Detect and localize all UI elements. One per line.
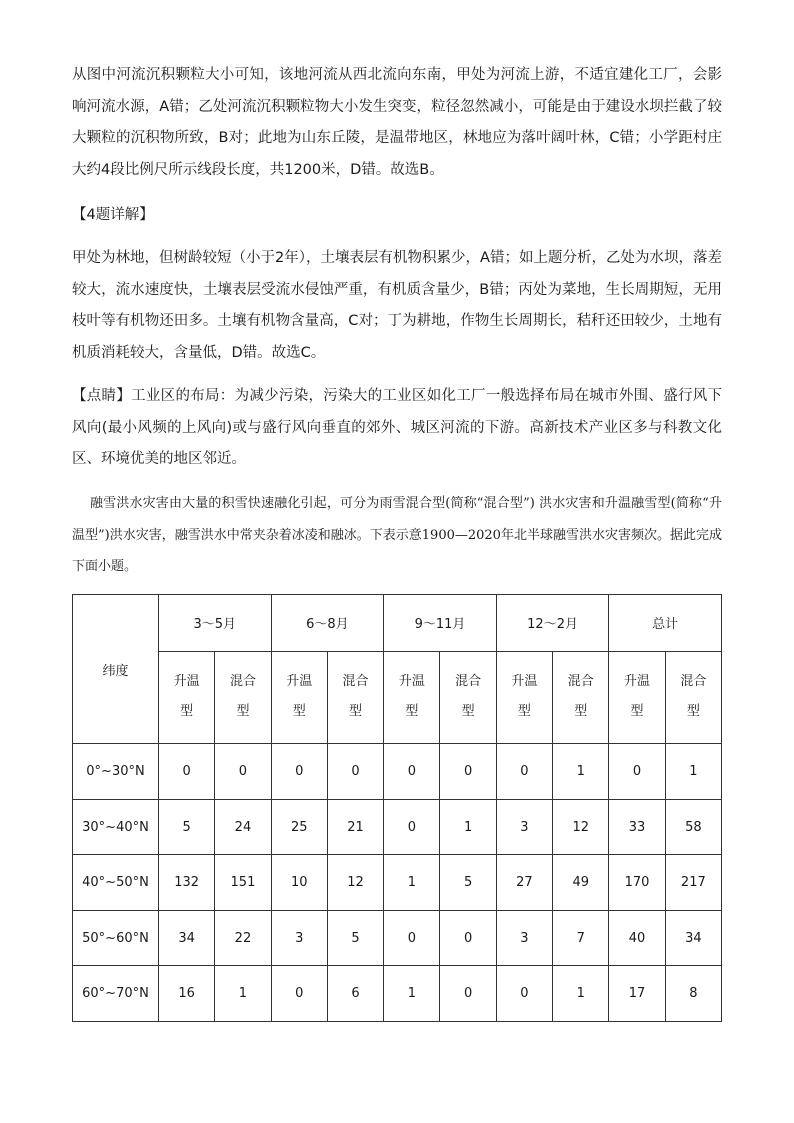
table-cell: 5 <box>159 799 215 855</box>
table-row <box>73 744 722 800</box>
table-cell: 217 <box>665 855 721 911</box>
type-mix-header: 混合 型 <box>327 651 383 744</box>
type-rise-header: 升温 型 <box>384 651 440 744</box>
table-cell: 12 <box>553 799 609 855</box>
table-cell: 17 <box>609 966 665 1022</box>
table-cell: 0 <box>496 744 552 800</box>
table-cell: 22 <box>215 910 271 966</box>
table-cell: 5 <box>440 855 496 911</box>
table-cell: 7 <box>553 910 609 966</box>
latitude-cell: 50°~60°N <box>73 910 159 966</box>
table-cell: 0 <box>496 966 552 1022</box>
table-cell: 10 <box>271 855 327 911</box>
type-mix-header: 混合 型 <box>665 651 721 744</box>
table-row <box>73 799 722 855</box>
period-header: 12～2月 <box>496 595 609 652</box>
period-header: 6～8月 <box>271 595 384 652</box>
latitude-cell: 0°~30°N <box>73 744 159 800</box>
table-cell: 1 <box>384 855 440 911</box>
tip-paragraph <box>72 381 722 476</box>
table-cell: 0 <box>271 966 327 1022</box>
table-cell: 34 <box>665 910 721 966</box>
table-row <box>73 966 722 1022</box>
latitude-cell: 40°~50°N <box>73 855 159 911</box>
table-cell: 170 <box>609 855 665 911</box>
table-cell: 1 <box>553 966 609 1022</box>
table-cell: 12 <box>327 855 383 911</box>
table-cell: 1 <box>553 744 609 800</box>
table-cell: 1 <box>215 966 271 1022</box>
table-cell: 0 <box>327 744 383 800</box>
table-cell: 49 <box>553 855 609 911</box>
answer-paragraph-3: 从图中河流沉积颗粒大小可知，该地河流从西北流向东南，甲处为河流上游，不适宜建化工厂，会影响河流水源，A错；乙处河流沉积颗粒物大小发生突变，粒径忽然减小，可能是由于建设水坝拦截了较大颗粒的沉积物所致，B对；此地为山东丘陵，是温带地区，林地应为落叶阔叶林，C错；小学距村庄大约4段比例尺所示线段长度，共1200米，D错。故选B。 <box>72 67 722 178</box>
period-header: 9～11月 <box>384 595 497 652</box>
table-cell: 0 <box>215 744 271 800</box>
table-row <box>73 910 722 966</box>
answer-paragraph-4: 甲处为林地，但树龄较短（小于2年），土壤表层有机物积累少，A错；如上题分析，乙处为水坝，落差较大，流水速度快，土壤表层受流水侵蚀严重，有机质含量少，B错；丙处为菜地，生长周期短，无用枝叶等有机物还田多。土壤有机物含量高，C对；丁为耕地，作物生长周期长，秸秆还田较少，土地有机质消耗较大，含量低，D错。故选C。 <box>72 250 722 361</box>
table-cell: 25 <box>271 799 327 855</box>
type-rise-header: 升温 型 <box>496 651 552 744</box>
table-cell: 0 <box>440 966 496 1022</box>
table-cell: 0 <box>159 744 215 800</box>
table-cell: 8 <box>665 966 721 1022</box>
period-header: 总计 <box>609 595 722 652</box>
latitude-cell: 60°~70°N <box>73 966 159 1022</box>
tip-tag: 【点睛】 <box>72 388 132 404</box>
table-cell: 5 <box>327 910 383 966</box>
period-header: 3～5月 <box>159 595 272 652</box>
table-cell: 24 <box>215 799 271 855</box>
tip-body: 工业区的布局：为减少污染，污染大的工业区如化工厂一般选择布局在城市外围、盛行风下风向(最小风频的上风向)或与盛行风向垂直的郊外、城区河流的下游。高新技术产业区多与科教文化区、环境优美的地区邻近。 <box>72 388 723 467</box>
table-cell: 3 <box>271 910 327 966</box>
question-4-heading: 【4题详解】 <box>72 207 154 223</box>
table-row <box>73 855 722 911</box>
type-mix-header: 混合 型 <box>553 651 609 744</box>
table-cell: 1 <box>440 799 496 855</box>
type-mix-header: 混合 型 <box>215 651 271 744</box>
flood-frequency-table <box>72 594 722 1022</box>
table-cell: 151 <box>215 855 271 911</box>
type-mix-header: 混合 型 <box>440 651 496 744</box>
table-cell: 1 <box>384 966 440 1022</box>
table-cell: 27 <box>496 855 552 911</box>
table-cell: 0 <box>384 910 440 966</box>
question-intro-paragraph: 融雪洪水灾害由大量的积雪快速融化引起，可分为雨雪混合型(简称“混合型”) 洪水灾害和升温融雪型(简称“升温型”)洪水灾害，融雪洪水中常夹杂着冰凌和融冰。下表示意1900—2020年北半球融雪洪水灾害频次。据此完成下面小题。 <box>72 496 722 574</box>
table-cell: 34 <box>159 910 215 966</box>
table-cell: 0 <box>384 799 440 855</box>
table-cell: 33 <box>609 799 665 855</box>
table-cell: 1 <box>665 744 721 800</box>
type-rise-header: 升温 型 <box>159 651 215 744</box>
table-cell: 0 <box>384 744 440 800</box>
table-cell: 0 <box>440 910 496 966</box>
table-cell: 0 <box>440 744 496 800</box>
table-cell: 16 <box>159 966 215 1022</box>
table-cell: 3 <box>496 799 552 855</box>
type-rise-header: 升温 型 <box>609 651 665 744</box>
table-cell: 132 <box>159 855 215 911</box>
table-cell: 0 <box>609 744 665 800</box>
table-cell: 21 <box>327 799 383 855</box>
latitude-cell: 30°~40°N <box>73 799 159 855</box>
table-cell: 58 <box>665 799 721 855</box>
table-cell: 0 <box>271 744 327 800</box>
type-rise-header: 升温 型 <box>271 651 327 744</box>
table-cell: 40 <box>609 910 665 966</box>
table-cell: 3 <box>496 910 552 966</box>
table-cell: 6 <box>327 966 383 1022</box>
latitude-header: 纬度 <box>73 595 159 744</box>
